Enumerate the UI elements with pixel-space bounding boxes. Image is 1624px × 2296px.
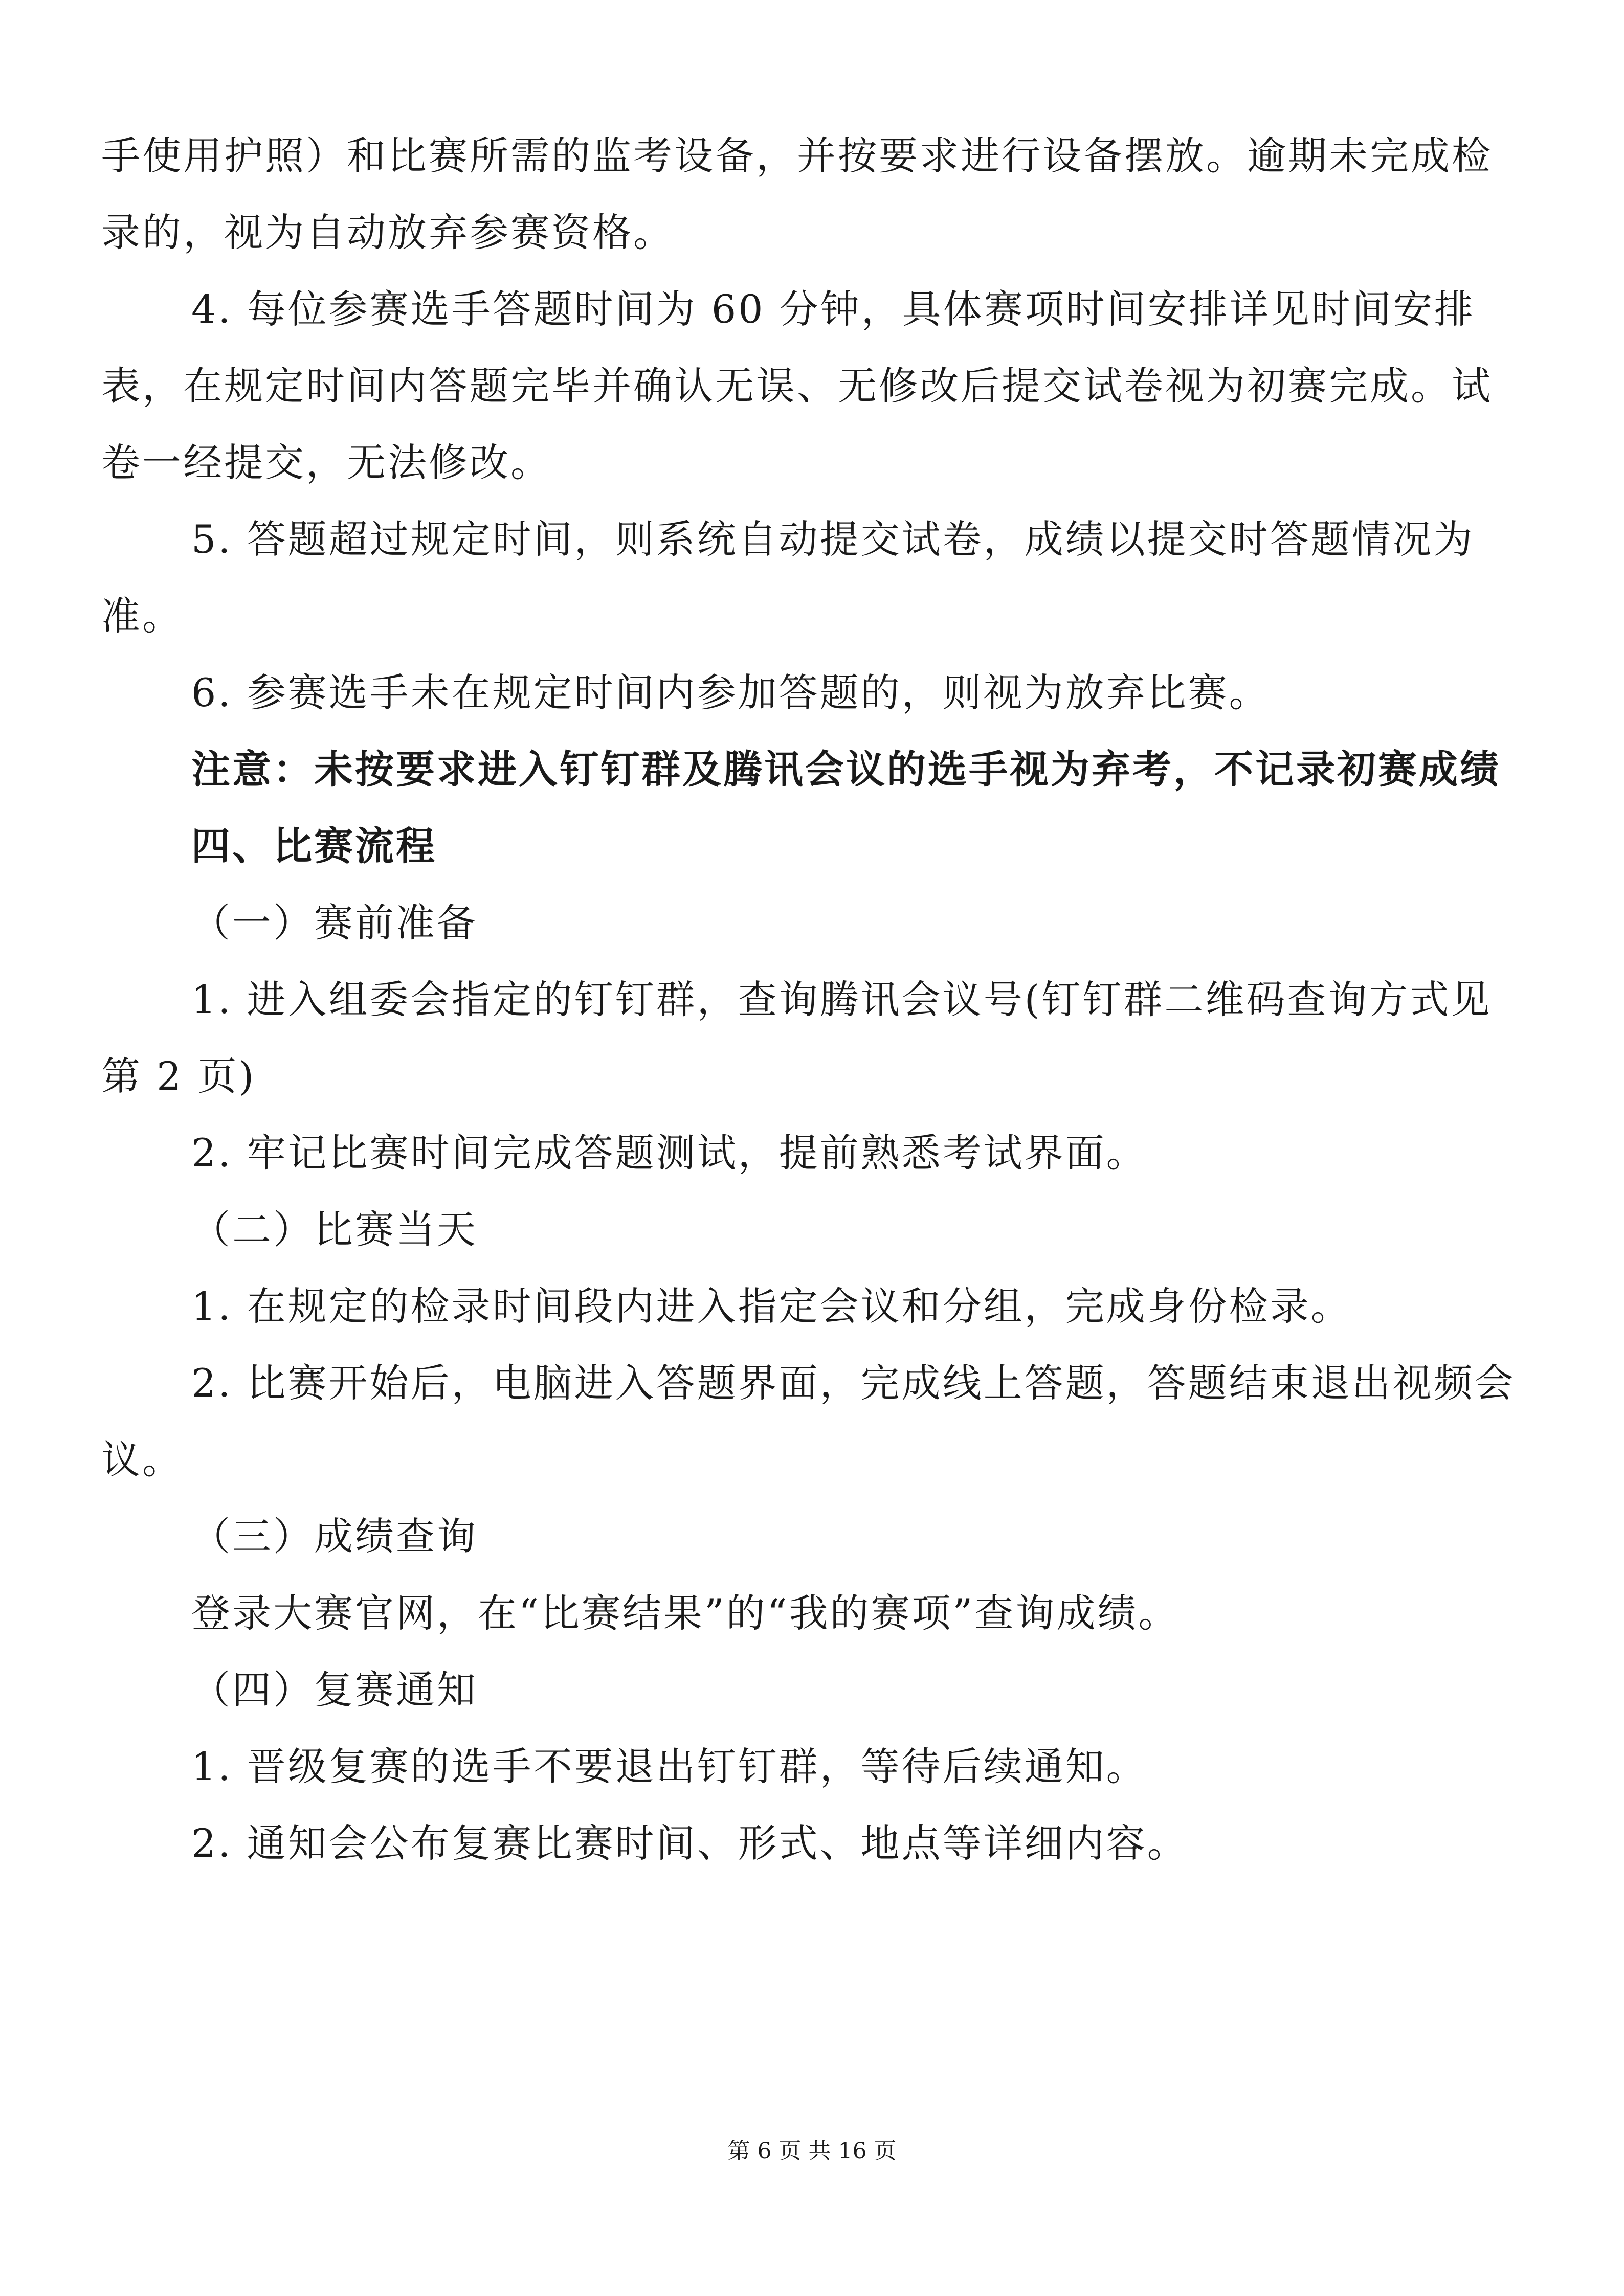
paragraph-day-2: 2. 比赛开始后，电脑进入答题界面，完成线上答题，答题结束退出视频会议。 — [101, 1360, 1516, 1482]
subheading-rematch-notice: （四）复赛通知 — [191, 1667, 478, 1713]
paragraph-results: 登录大赛官网，在“比赛结果”的“我的赛项”查询成绩。 — [191, 1590, 1180, 1636]
paragraph-notice: 注意：未按要求进入钉钉群及腾讯会议的选手视为弃考，不记录初赛成绩 — [191, 747, 1501, 792]
page-footer-number: 第 6 页 共 16 页 — [727, 2138, 897, 2164]
section-heading-competition-process: 四、比赛流程 — [191, 823, 437, 869]
paragraph-day-1: 1. 在规定的检录时间段内进入指定会议和分组，完成身份检录。 — [191, 1284, 1352, 1329]
subheading-preparation: （一）赛前准备 — [191, 900, 478, 946]
paragraph-rematch-2: 2. 通知会公布复赛比赛时间、形式、地点等详细内容。 — [191, 1820, 1188, 1866]
paragraph-prep-1: 1. 进入组委会指定的钉钉群，查询腾讯会议号(钉钉群二维码查询方式见第 2 页) — [101, 977, 1492, 1099]
subheading-competition-day: （二）比赛当天 — [191, 1207, 478, 1252]
page-body — [101, 118, 1523, 1882]
paragraph-exam-equipment: 手使用护照）和比赛所需的监考设备，并按要求进行设备摆放。逾期未完成检录的，视为自动放弃参赛资格。 — [101, 133, 1493, 255]
paragraph-prep-2: 2. 牢记比赛时间完成答题测试，提前熟悉考试界面。 — [191, 1130, 1147, 1176]
paragraph-rule-4: 4. 每位参赛选手答题时间为 60 分钟，具体赛项时间安排详见时间安排表，在规定时间内答题完毕并确认无误、无修改后提交试卷视为初赛完成。试卷一经提交，无法修改。 — [101, 286, 1493, 485]
paragraph-rule-5: 5. 答题超过规定时间，则系统自动提交试卷，成绩以提交时答题情况为准。 — [101, 516, 1475, 639]
paragraph-rule-6: 6. 参赛选手未在规定时间内参加答题的，则视为放弃比赛。 — [191, 670, 1270, 715]
paragraph-rematch-1: 1. 晋级复赛的选手不要退出钉钉群，等待后续通知。 — [191, 1744, 1147, 1789]
subheading-results-query: （三）成绩查询 — [191, 1514, 478, 1559]
